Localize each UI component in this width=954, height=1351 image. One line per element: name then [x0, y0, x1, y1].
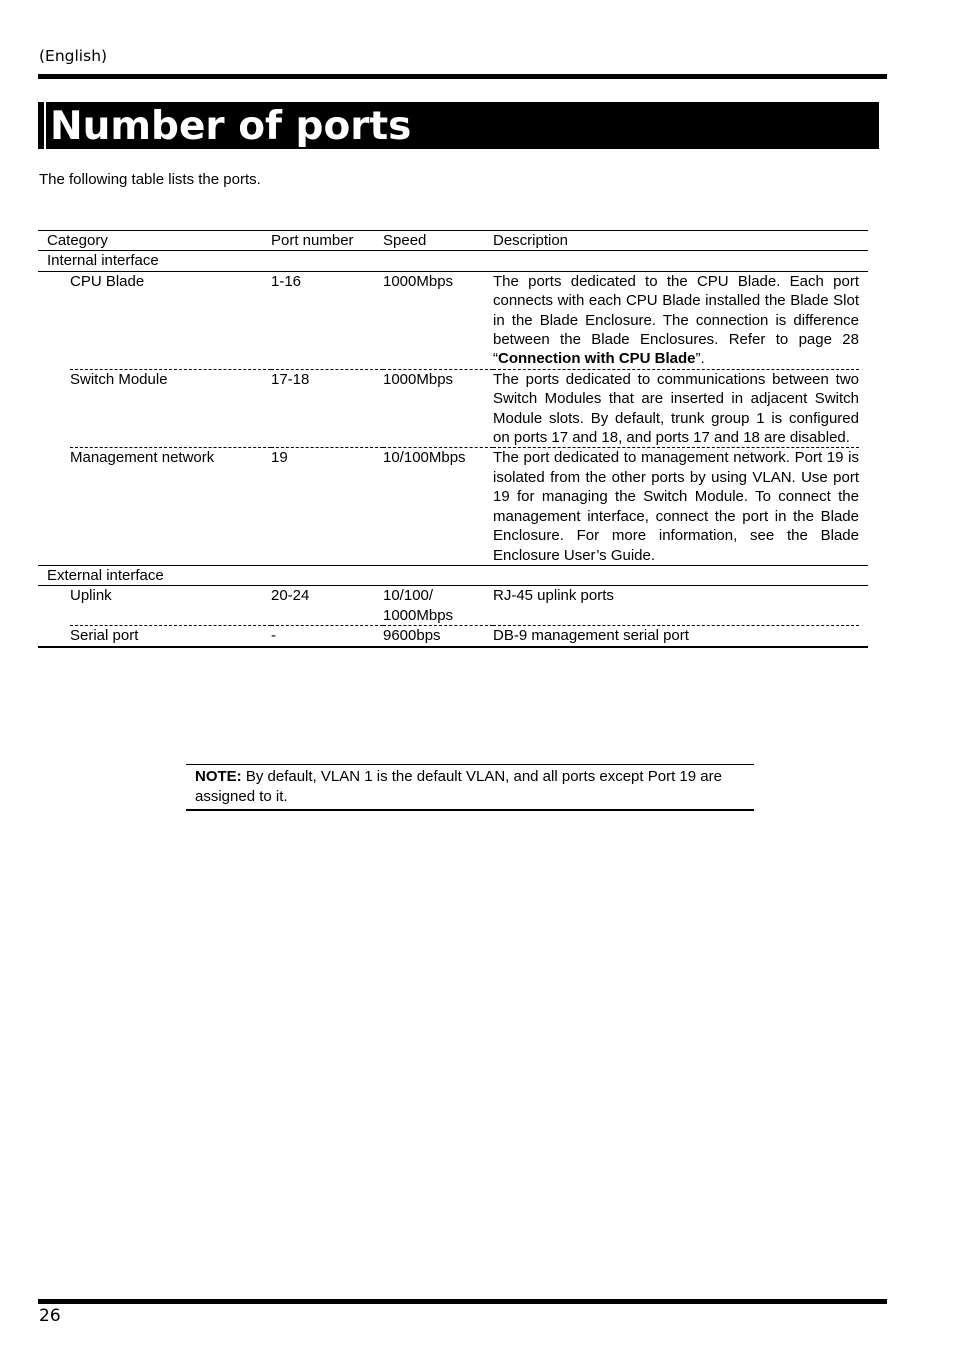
row-description: The ports dedicated to communications between two Switch Modules that are inserted in adjacent Switch Module slots. By default, trunk group 1 is configured on ports 17 and 18, and ports 17 and 18 are disabled.	[493, 370, 859, 447]
page-number: 26	[39, 1306, 61, 1326]
table-row	[38, 448, 868, 565]
column-header-category: Category	[47, 231, 271, 251]
table-row	[38, 586, 868, 626]
row-port: 20-24	[271, 586, 383, 626]
link-reference: Connection with CPU Blade	[498, 350, 696, 368]
column-header-port-number: Port number	[271, 231, 383, 251]
row-port: -	[271, 626, 383, 647]
table-header-row	[38, 231, 868, 251]
title-bar	[38, 102, 879, 149]
row-category: Serial port	[70, 626, 271, 647]
row-port: 17-18	[271, 369, 383, 448]
group-row-external	[38, 565, 868, 585]
group-label: External interface	[47, 565, 868, 585]
row-category: Uplink	[70, 586, 271, 626]
title-bar-accent	[44, 102, 46, 149]
top-rule	[38, 74, 887, 79]
column-header-description: Description	[493, 231, 859, 251]
row-category: Switch Module	[70, 369, 271, 448]
ports-table	[38, 230, 868, 648]
row-category: Management network	[70, 448, 271, 565]
row-speed: 9600bps	[383, 626, 493, 647]
column-header-speed: Speed	[383, 231, 493, 251]
row-description: RJ-45 uplink ports	[493, 586, 859, 626]
row-description: The ports dedicated to the CPU Blade. Each port connects with each CPU Blade installed the Blade Slot in the Blade Enclosure. The connection is difference between the Blade Enclosures. Refer to page 28 “Connection with CPU Blade”.	[493, 272, 859, 368]
row-category: CPU Blade	[70, 271, 271, 369]
intro-text: The following table lists the ports.	[39, 171, 261, 188]
row-port: 19	[271, 448, 383, 565]
row-description: The port dedicated to management network. Port 19 is isolated from the other ports by using VLAN. Use port 19 for managing the Switch Module. To connect the management interface, connect the port in the Blade Enclosure. For more information, see the Blade Enclosure User’s Guide.	[493, 449, 859, 564]
table-row	[38, 369, 868, 448]
bottom-rule	[38, 1299, 887, 1304]
row-port: 1-16	[271, 271, 383, 369]
table-row	[38, 271, 868, 369]
page-title: Number of ports	[50, 104, 412, 149]
note-label: NOTE:	[195, 768, 242, 785]
row-speed: 10/100Mbps	[383, 448, 493, 565]
note-box	[186, 764, 754, 811]
row-speed: 1000Mbps	[383, 369, 493, 448]
row-speed: 10/100/ 1000Mbps	[383, 586, 493, 626]
group-row-internal	[38, 251, 868, 271]
group-label: Internal interface	[47, 251, 868, 271]
note-text: By default, VLAN 1 is the default VLAN, and all ports except Port 19 are assigned to it.	[195, 768, 722, 805]
row-speed: 1000Mbps	[383, 271, 493, 369]
language-label: (English)	[39, 47, 108, 65]
table-row	[38, 626, 868, 647]
row-description: DB-9 management serial port	[493, 626, 859, 647]
